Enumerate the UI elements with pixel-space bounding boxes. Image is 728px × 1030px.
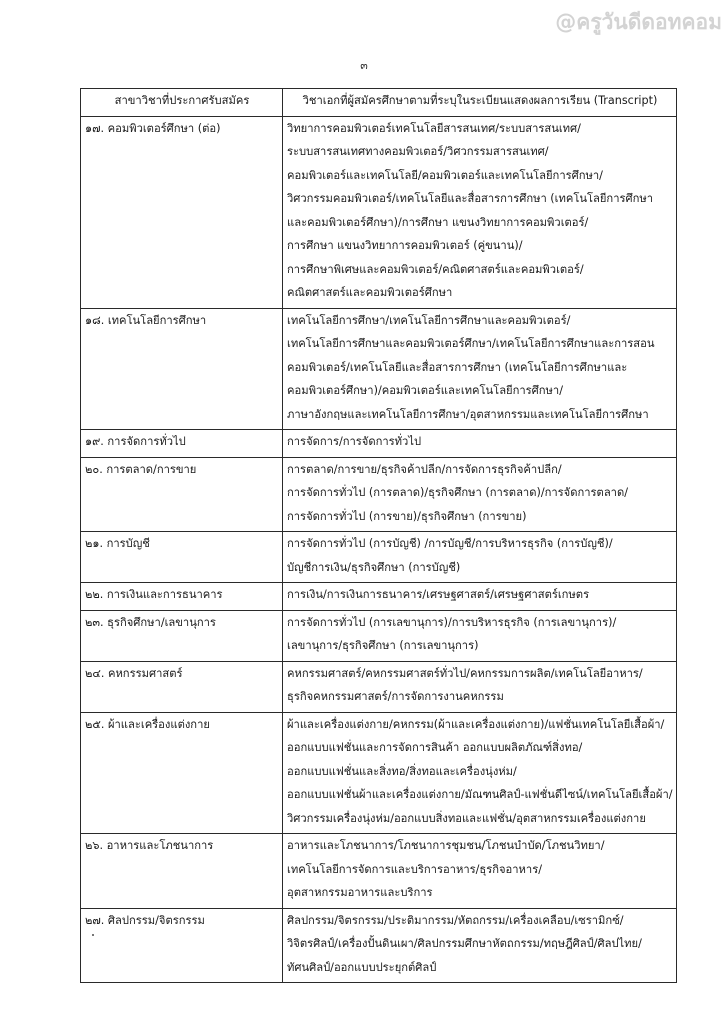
major-line: ทัศนศิลป์/ออกแบบประยุกต์ศิลป์ xyxy=(287,960,437,974)
major-line: ออกแบบแฟชั่นผ้าและเครื่องแต่งกาย/มัณฑนศิลป์-แฟชั่นดีไซน์/เทคโนโลยีเสื้อผ้า/ xyxy=(287,788,673,801)
major-line: ระบบสารสนเทศทางคอมพิวเตอร์/วิศวกรรมสารสนเทศ/ xyxy=(287,145,549,158)
table-row xyxy=(81,661,677,712)
majors-cell xyxy=(283,583,677,611)
major-line: คอมพิวเตอร์ศึกษา)/คอมพิวเตอร์และเทคโนโลยีการศึกษา/ xyxy=(287,384,563,397)
page-number: ๓ xyxy=(360,59,368,72)
major-line: อุตสาหกรรมอาหารและบริการ xyxy=(287,886,433,899)
table-row xyxy=(81,457,677,532)
column-header-field: สาขาวิชาที่ประกาศรับสมัคร xyxy=(81,89,283,117)
majors-cell xyxy=(283,457,677,532)
field-cell: ๑๙. การจัดการทั่วไป xyxy=(81,430,283,458)
table-row xyxy=(81,532,677,583)
major-line: คอมพิวเตอร์/เทคโนโลยีและสื่อสารการศึกษา (เทคโนโลยีการศึกษาและ xyxy=(287,360,628,374)
major-line: การตลาด/การขาย/ธุรกิจค้าปลีก/การจัดการธุรกิจค้าปลีก/ xyxy=(287,462,562,476)
major-line: คหกรรมศาสตร์/คหกรรมศาสตร์ทั่วไป/คหกรรมการผลิต/เทคโนโลยีอาหาร/ xyxy=(287,666,643,680)
table-row xyxy=(81,430,677,458)
table-row xyxy=(81,610,677,661)
table-row xyxy=(81,583,677,611)
majors-cell xyxy=(283,308,677,430)
major-line: วิศวกรรมเครื่องนุ่งห่ม/ออกแบบสิ่งทอและแฟชั่น/อุตสาหกรรมเครื่องแต่งกาย xyxy=(287,811,646,825)
field-cell: ๒๑. การบัญชี xyxy=(81,532,283,583)
major-line: ผ้าและเครื่องแต่งกาย/คหกรรม(ผ้าและเครื่องแต่งกาย)/แฟชั่นเทคโนโลยีเสื้อผ้า/ xyxy=(287,717,665,731)
major-line: คณิตศาสตร์และคอมพิวเตอร์ศึกษา xyxy=(287,286,453,299)
major-line: การศึกษา แขนงวิทยาการคอมพิวเตอร์ (คู่ขนาน)/ xyxy=(287,239,523,252)
table-row xyxy=(81,116,677,308)
major-line: การจัดการทั่วไป (การบัญชี) /การบัญชี/การบริหารธุรกิจ (การบัญชี)/ xyxy=(287,537,613,550)
major-line: ออกแบบแฟชั่นและสิ่งทอ/สิ่งทอและเครื่องนุ่งห่ม/ xyxy=(287,764,517,778)
major-line: ธุรกิจคหกรรมศาสตร์/การจัดการงานคหกรรม xyxy=(287,690,504,703)
eligibility-table xyxy=(80,88,677,983)
major-line: การจัดการ/การจัดการทั่วไป xyxy=(287,435,422,448)
major-line: การจัดการทั่วไป (การเลขานุการ)/การบริหารธุรกิจ (การเลขานุการ)/ xyxy=(287,615,617,629)
major-line: การเงิน/การเงินการธนาคาร/เศรษฐศาสตร์/เศรษฐศาสตร์เกษตร xyxy=(287,588,590,601)
column-header-majors: วิชาเอกที่ผู้สมัครศึกษาตามที่ระบุในระเบียนแสดงผลการเรียน (Transcript) xyxy=(283,89,677,117)
majors-cell xyxy=(283,532,677,583)
major-line: คอมพิวเตอร์และเทคโนโลยี/คอมพิวเตอร์และเทคโนโลยีการศึกษา/ xyxy=(287,168,603,182)
field-cell: ๒๗. ศิลปกรรม/จิตรกรรม xyxy=(81,908,283,983)
majors-cell xyxy=(283,908,677,983)
scan-speck xyxy=(92,934,94,936)
majors-cell xyxy=(283,661,677,712)
table-row xyxy=(81,712,677,834)
major-line: อาหารและโภชนาการ/โภชนาการชุมชน/โภชนบำบัด/โภชนวิทยา/ xyxy=(287,839,605,852)
field-cell: ๒๓. ธุรกิจศึกษา/เลขานุการ xyxy=(81,610,283,661)
major-line: เลขานุการ/ธุรกิจศึกษา (การเลขานุการ) xyxy=(287,639,479,652)
majors-cell xyxy=(283,430,677,458)
major-line: การศึกษาพิเศษและคอมพิวเตอร์/คณิตศาสตร์และคอมพิวเตอร์/ xyxy=(287,262,584,276)
major-line: ศิลปกรรม/จิตรกรรม/ประติมากรรม/หัตถกรรม/เครื่องเคลือบ/เซรามิกซ์/ xyxy=(287,913,624,927)
watermark-text: @ครูวันดีดอทคอม xyxy=(555,10,722,34)
major-line: เทคโนโลยีการศึกษา/เทคโนโลยีการศึกษาและคอมพิวเตอร์/ xyxy=(287,313,571,327)
major-line: ภาษาอังกฤษและเทคโนโลยีการศึกษา/อุตสาหกรรมและเทคโนโลยีการศึกษา xyxy=(287,407,649,421)
table-row xyxy=(81,834,677,909)
field-cell: ๒๐. การตลาด/การขาย xyxy=(81,457,283,532)
table-body xyxy=(81,116,677,983)
majors-cell xyxy=(283,712,677,834)
field-cell: ๒๕. ผ้าและเครื่องแต่งกาย xyxy=(81,712,283,834)
table-header-row xyxy=(81,89,677,117)
majors-cell xyxy=(283,116,677,308)
table-row xyxy=(81,308,677,430)
major-line: วิจิตรศิลป์/เครื่องปั้นดินเผา/ศิลปกรรมศึกษาหัตถกรรม/ทฤษฎีศิลป์/ศิลปไทย/ xyxy=(287,937,642,950)
majors-cell xyxy=(283,834,677,909)
major-line: ออกแบบแฟชั่นและการจัดการสินค้า ออกแบบผลิตภัณฑ์สิ่งทอ/ xyxy=(287,741,583,754)
major-line: เทคโนโลยีการศึกษาและคอมพิวเตอร์ศึกษา/เทคโนโลยีการศึกษาและการสอน xyxy=(287,337,655,350)
field-cell: ๒๒. การเงินและการธนาคาร xyxy=(81,583,283,611)
major-line: บัญชีการเงิน/ธุรกิจศึกษา (การบัญชี) xyxy=(287,560,461,574)
table-row xyxy=(81,908,677,983)
major-line: การจัดการทั่วไป (การตลาด)/ธุรกิจศึกษา (การตลาด)/การจัดการตลาด/ xyxy=(287,486,628,499)
major-line: การจัดการทั่วไป (การขาย)/ธุรกิจศึกษา (การขาย) xyxy=(287,509,527,523)
major-line: เทคโนโลยีการจัดการและบริการอาหาร/ธุรกิจอาหาร/ xyxy=(287,862,542,876)
field-cell: ๑๗. คอมพิวเตอร์ศึกษา (ต่อ) xyxy=(81,116,283,308)
majors-cell xyxy=(283,610,677,661)
field-cell: ๒๖. อาหารและโภชนาการ xyxy=(81,834,283,909)
major-line: และคอมพิวเตอร์ศึกษา)/การศึกษา แขนงวิทยาการคอมพิวเตอร์/ xyxy=(287,215,589,229)
major-line: วิศวกรรมคอมพิวเตอร์/เทคโนโลยีและสื่อสารการศึกษา (เทคโนโลยีการศึกษา xyxy=(287,192,654,205)
field-cell: ๑๘. เทคโนโลยีการศึกษา xyxy=(81,308,283,430)
field-cell: ๒๔. คหกรรมศาสตร์ xyxy=(81,661,283,712)
major-line: วิทยาการคอมพิวเตอร์เทคโนโลยีสารสนเทศ/ระบบสารสนเทศ/ xyxy=(287,121,581,135)
